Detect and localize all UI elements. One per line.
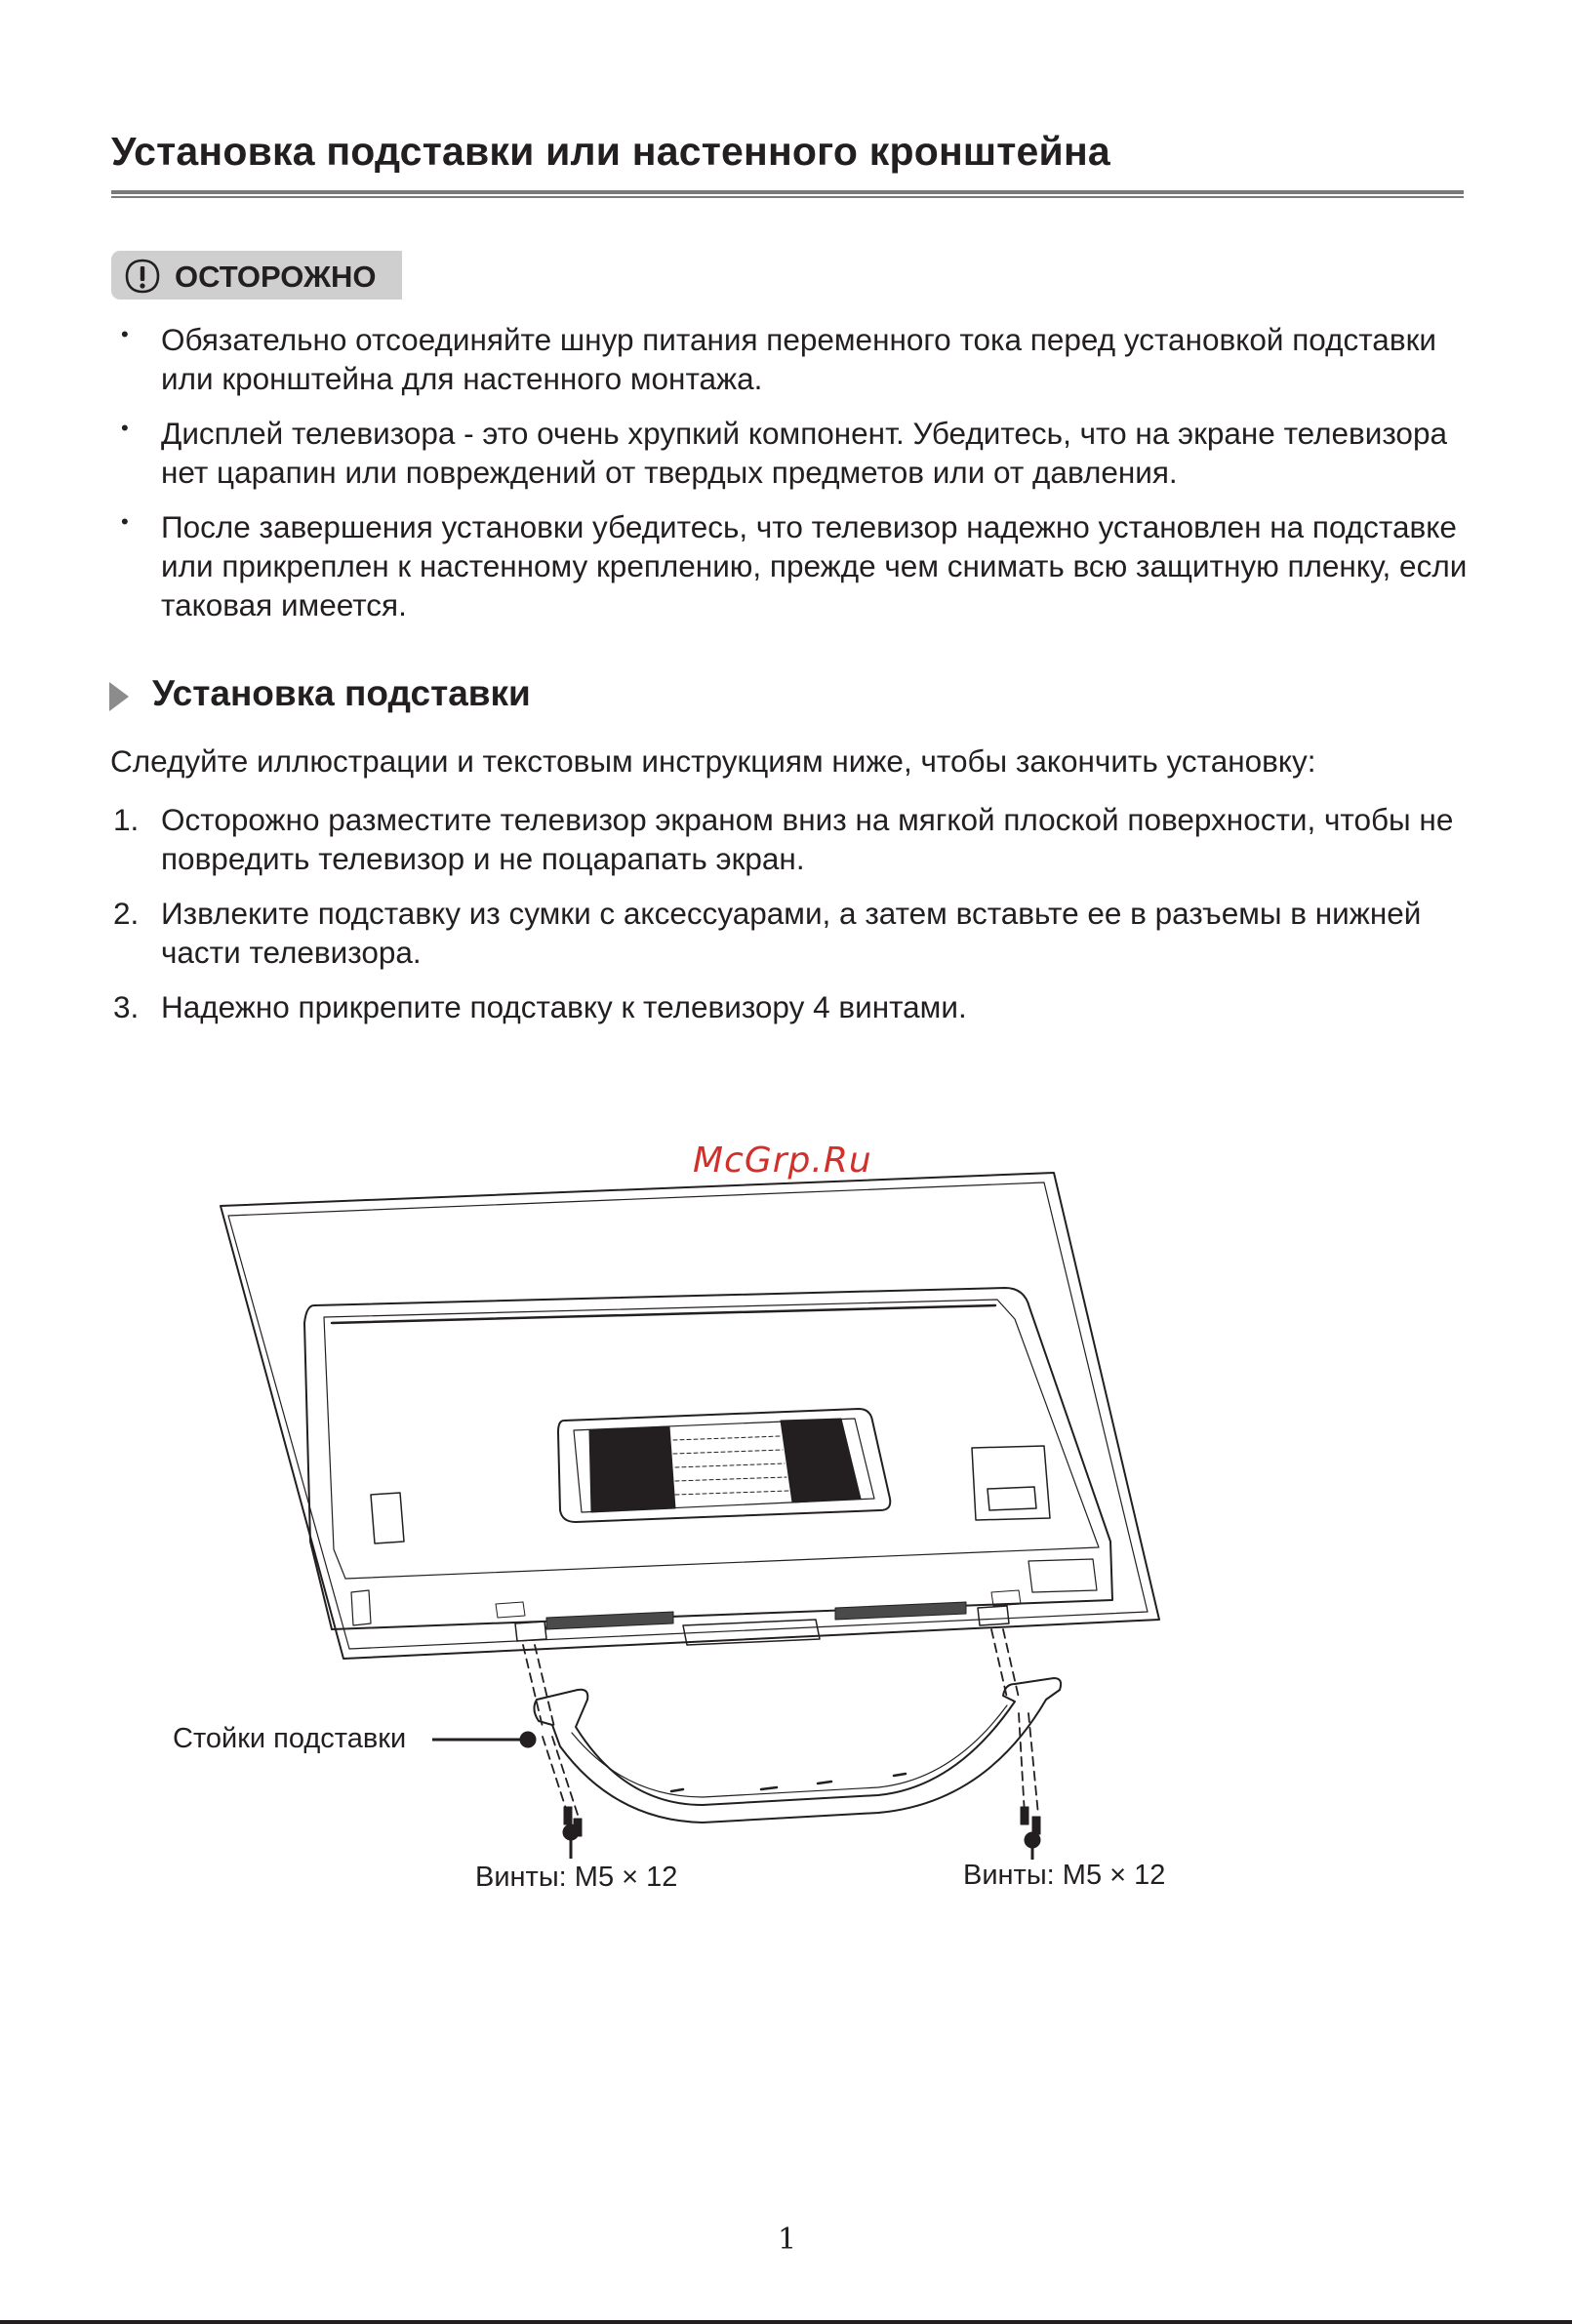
step-number: 3. — [113, 989, 140, 1024]
caution-item-text: После завершения установки убедитесь, что телевизор надежно установлен на подставке или прикреплен к настенному креплению, прежде чем снимать всю защитную пленку, если таковая имеется. — [161, 509, 1468, 622]
label-sticker — [1028, 1559, 1097, 1592]
step-text: Надежно прикрепите подставку к телевизору 4 винтами. — [161, 989, 967, 1024]
page-number: 1 — [778, 2223, 797, 2257]
stand-base-inner — [572, 1705, 1007, 1797]
screws-right-label: Винты: M5 × 12 — [963, 1860, 1166, 1891]
tv-inner-housing — [304, 1288, 1112, 1629]
watermark: McGrp.Ru — [693, 1141, 872, 1181]
page-title: Установка подставки или настенного кронштейна — [111, 129, 1110, 174]
bullet-dot-icon: • — [121, 416, 129, 440]
page-bottom-rule — [0, 2320, 1572, 2324]
stand-base — [534, 1678, 1061, 1823]
screws-left-label: Винты: M5 × 12 — [475, 1862, 678, 1893]
step-text: Осторожно разместите телевизор экраном вниз на мягкой плоской поверхности, чтобы не повредить телевизор и не поцарапать экран. — [161, 802, 1454, 876]
bullet-dot-icon: • — [121, 322, 129, 346]
guide-line-left — [523, 1645, 578, 1815]
screw-icon — [1021, 1807, 1040, 1834]
side-buttons — [371, 1493, 404, 1543]
stand-intro: Следуйте иллюстрации и текстовым инструкциям ниже, чтобы закончить установку: — [110, 743, 1316, 779]
caution-item-text: Обязательно отсоединяйте шнур питания переменного тока перед установкой подставки или кронштейна для настенного монтажа. — [161, 322, 1436, 396]
stand-callout-label: Стойки подставки — [173, 1723, 407, 1754]
section-heading-text: Установка подставки — [152, 673, 531, 713]
caution-label: ОСТОРОЖНО — [175, 260, 377, 294]
bottom-vent-right — [835, 1602, 966, 1620]
stand-slot-right — [978, 1606, 1009, 1625]
bottom-vent-left — [546, 1612, 673, 1629]
vesa-right-pad — [781, 1419, 861, 1503]
port-connector — [988, 1487, 1036, 1510]
step-number: 2. — [113, 896, 140, 931]
vesa-vents — [673, 1436, 788, 1495]
vesa-left-pad — [589, 1426, 675, 1512]
caution-item-text: Дисплей телевизора - это очень хрупкий компонент. Убедитесь, что на экране телевизора нет царапин или повреждений от твердых предметов или от давления. — [161, 416, 1447, 490]
bullet-dot-icon: • — [121, 509, 129, 534]
step-number: 1. — [113, 802, 140, 837]
stand-slot-left — [515, 1622, 546, 1641]
step-text: Извлеките подставку из сумки с аксессуарами, а затем вставьте ее в разъемы в нижней части телевизора. — [161, 896, 1422, 970]
